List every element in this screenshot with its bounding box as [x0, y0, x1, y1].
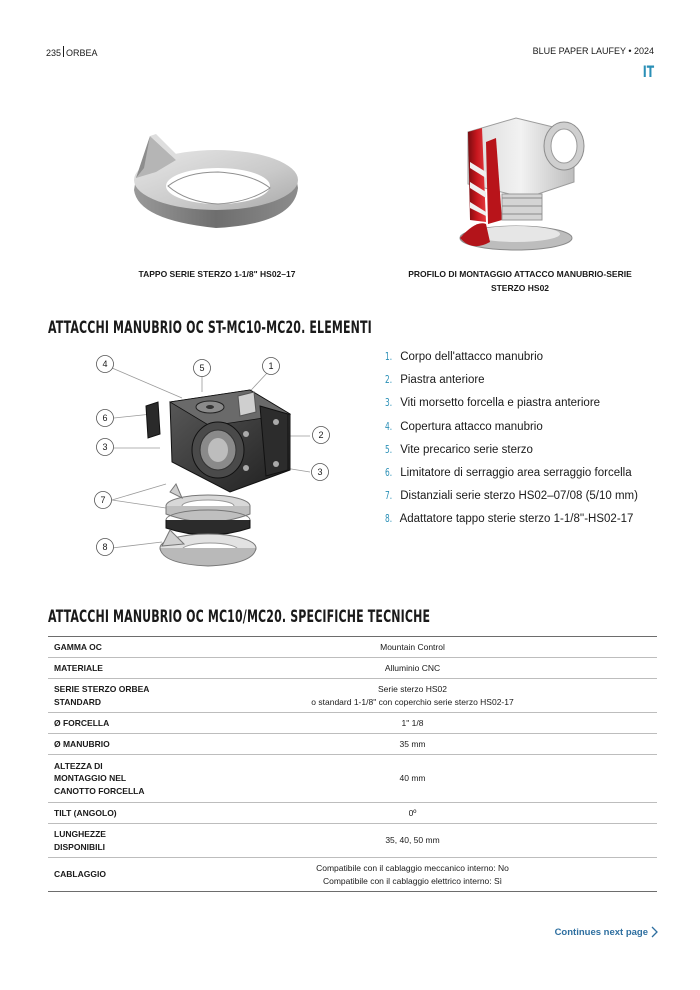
- svg-text:3: 3: [102, 442, 108, 452]
- stem-profile-caption-line2: STERZO HS02: [490, 283, 550, 293]
- svg-text:4: 4: [102, 359, 108, 369]
- list-item-number: 8.: [385, 512, 393, 526]
- brand-name: ORBEA: [66, 48, 98, 58]
- table-row: [48, 755, 657, 803]
- list-item-label: Distanziali serie sterzo HS02–07/08 (5/10 mm): [400, 490, 638, 503]
- spec-key: ALTEZZA DI MONTAGGIO NEL CANOTTO FORCELLA: [48, 755, 168, 803]
- headset-cap-caption: TAPPO SERIE STERZO 1-1/8" HS02–17: [138, 269, 296, 279]
- spec-value: Serie sterzo HS02 o standard 1-1/8" con coperchio serie sterzo HS02-17: [168, 679, 657, 713]
- list-item: [385, 418, 665, 441]
- callout-2: [313, 427, 330, 444]
- spec-key: MATERIALE: [48, 658, 168, 679]
- svg-text:6: 6: [102, 413, 108, 423]
- spec-key: SERIE STERZO ORBEA STANDARD: [48, 679, 168, 713]
- list-item-label: Adattatore tappo sterie sterzo 1-1/8''-HS02-17: [399, 513, 634, 526]
- callout-7: [95, 492, 112, 509]
- spec-value: 35, 40, 50 mm: [168, 824, 657, 858]
- spec-value: 0º: [168, 803, 657, 824]
- parts-list: [385, 348, 665, 534]
- svg-text:7: 7: [100, 495, 106, 505]
- list-item-label: Corpo dell'attacco manubrio: [400, 351, 544, 363]
- page-number: 235: [46, 48, 62, 58]
- spec-value: 35 mm: [168, 734, 657, 755]
- callout-3-right: [312, 464, 329, 481]
- callout-8: [97, 539, 114, 556]
- list-item-number: 1.: [385, 350, 393, 363]
- list-item-number: 3.: [385, 396, 393, 410]
- list-item-number: 6.: [385, 465, 393, 479]
- list-item: [385, 487, 665, 510]
- callout-5: [194, 360, 211, 377]
- list-item: [385, 348, 665, 371]
- continues-next-page-link[interactable]: [555, 926, 658, 938]
- stem-exploded-diagram: [90, 352, 340, 574]
- language-tag: IT: [642, 62, 654, 81]
- specs-table: [48, 636, 657, 892]
- chevron-right-icon: [651, 926, 658, 938]
- stem-profile-caption-line1: PROFILO DI MONTAGGIO ATTACCO MANUBRIO-SERIE: [408, 269, 632, 279]
- table-row: [48, 803, 657, 824]
- header-divider: [63, 46, 64, 57]
- spec-value: 1" 1/8: [168, 713, 657, 734]
- spec-key: GAMMA OC: [48, 637, 168, 658]
- spec-value: Compatibile con il cablaggio meccanico interno: No Compatibile con il cablaggio elettrico interno: Sì: [168, 858, 657, 892]
- table-row: [48, 824, 657, 858]
- list-item-label: Copertura attacco manubrio: [400, 420, 543, 433]
- elements-section-title: ATTACCHI MANUBRIO OC ST-MC10-MC20. ELEMENTI: [48, 318, 372, 338]
- document-title: BLUE PAPER LAUFEY • 2024: [532, 46, 654, 56]
- headset-cap-illustration: [128, 128, 304, 234]
- spec-value: 40 mm: [168, 755, 657, 803]
- list-item: [385, 510, 665, 533]
- table-row: [48, 658, 657, 679]
- table-row: [48, 637, 657, 658]
- specs-section-title: ATTACCHI MANUBRIO OC MC10/MC20. SPECIFICHE TECNICHE: [48, 607, 431, 627]
- table-row: [48, 713, 657, 734]
- table-row: [48, 734, 657, 755]
- callout-3-left: [97, 439, 114, 456]
- list-item-label: Piastra anteriore: [400, 374, 485, 387]
- stem-headset-profile-illustration: [456, 102, 588, 254]
- table-row: [48, 679, 657, 713]
- spec-value: Alluminio CNC: [168, 658, 657, 679]
- continues-label: Continues next page: [554, 926, 648, 938]
- list-item-label: Viti morsetto forcella e piastra anteriore: [400, 397, 601, 410]
- svg-text:5: 5: [199, 363, 205, 373]
- svg-text:3: 3: [317, 467, 323, 477]
- list-item-number: 2.: [385, 373, 393, 387]
- svg-text:1: 1: [268, 361, 274, 371]
- svg-text:8: 8: [102, 542, 108, 552]
- page-number-brand: [46, 46, 98, 58]
- list-item-number: 4.: [385, 419, 393, 433]
- list-item-number: 5.: [385, 442, 393, 456]
- spec-key: CABLAGGIO: [48, 858, 168, 892]
- callout-1: [263, 358, 280, 375]
- list-item: [385, 394, 665, 417]
- list-item: [385, 371, 665, 394]
- callout-6: [97, 410, 114, 427]
- list-item-number: 7.: [385, 489, 393, 503]
- svg-text:2: 2: [318, 430, 324, 440]
- spec-value: Mountain Control: [168, 637, 657, 658]
- spec-key: Ø FORCELLA: [48, 713, 168, 734]
- list-item-label: Vite precarico serie sterzo: [400, 443, 533, 456]
- spec-key: LUNGHEZZE DISPONIBILI: [48, 824, 168, 858]
- stem-profile-caption: [384, 267, 656, 295]
- list-item: [385, 441, 665, 464]
- table-row: [48, 858, 657, 892]
- page-header: [46, 46, 654, 60]
- spec-key: TILT (ANGOLO): [48, 803, 168, 824]
- list-item-label: Limitatore di serraggio area serraggio forcella: [400, 466, 632, 479]
- spec-key: Ø MANUBRIO: [48, 734, 168, 755]
- list-item: [385, 464, 665, 487]
- callout-4: [97, 356, 114, 373]
